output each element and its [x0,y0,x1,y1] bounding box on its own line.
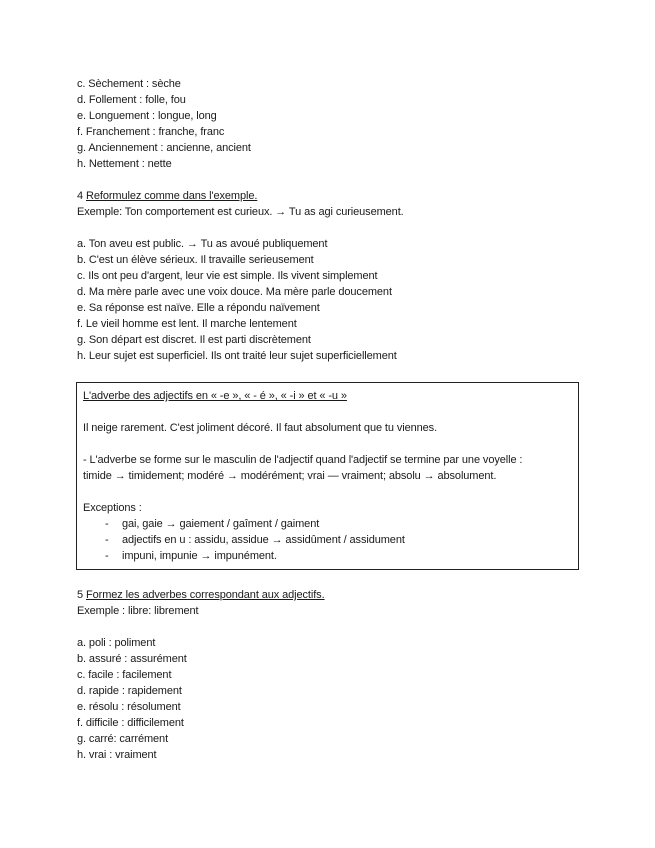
list-item: h. vrai : vraiment [77,749,157,761]
exercise-title: Reformulez comme dans l'exemple. [86,190,258,202]
exceptions-label: Exceptions : [83,502,142,514]
list-item: a. Ton aveu est public. → Tu as avoué publiquement [77,238,328,250]
list-item: c. Ils ont peu d'argent, leur vie est simple. Ils vivent simplement [77,270,378,282]
list-item: g. carré: carrément [77,733,169,745]
list-item: e. Longuement : longue, long [77,110,217,122]
answers-list [77,76,582,172]
list-item: e. résolu : résolument [77,701,181,713]
exception-text: adjectifs en u : assidu, assidue → assidûment / assidument [122,534,405,546]
rule-text: timide → timidement; modéré → modérément; vrai — vraiment; absolu → absolument. [83,470,497,482]
list-item: g. Anciennement : ancienne, ancient [77,142,251,154]
bullet-dash-icon: - [105,518,109,530]
rule-text: - L'adverbe se forme sur le masculin de l'adjectif quand l'adjectif se termine par une voyelle : [83,454,523,466]
exception-text: gai, gaie → gaiement / gaîment / gaiment [122,518,320,530]
grammar-rule-box [76,382,579,570]
bullet-dash-icon: - [105,534,109,546]
rule-examples: Il neige rarement. C'est joliment décoré. Il faut absolument que tu viennes. [83,422,438,434]
list-item: f. Le vieil homme est lent. Il marche lentement [77,318,297,330]
list-item: h. Nettement : nette [77,158,172,170]
list-item: b. C'est un élève sérieux. Il travaille serieusement [77,254,314,266]
list-item: b. assuré : assurément [77,653,187,665]
exception-item [83,516,573,532]
spacer [77,619,582,635]
list-item: f. difficile : difficilement [77,717,184,729]
exception-item [83,532,573,548]
spacer [83,436,573,452]
list-item: h. Leur sujet est superficiel. Ils ont traité leur sujet superficiellement [77,350,397,362]
exercise-title: Formez les adverbes correspondant aux adjectifs. [86,589,325,601]
list-item: c. Sèchement : sèche [77,78,181,90]
exercise-4 [77,188,582,364]
exercise-example: Exemple : libre: librement [77,605,199,617]
spacer [83,404,573,420]
list-item: d. Ma mère parle avec une voix douce. Ma mère parle doucement [77,286,392,298]
rule-box-title: L'adverbe des adjectifs en « -e », « - é », « -i » et « -u » [83,390,347,402]
list-item: g. Son départ est discret. Il est parti discrètement [77,334,311,346]
list-item: d. rapide : rapidement [77,685,182,697]
exercise-number: 5 [77,589,84,601]
spacer [77,220,582,236]
list-item: d. Follement : folle, fou [77,94,186,106]
exception-item [83,548,573,564]
exercise-5 [77,587,582,763]
exercise-heading [77,587,582,603]
list-item: c. facile : facilement [77,669,172,681]
bullet-dash-icon: - [105,550,109,562]
list-item: f. Franchement : franche, franc [77,126,225,138]
exercise-example: Exemple: Ton comportement est curieux. → Tu as agi curieusement. [77,206,404,218]
list-item: e. Sa réponse est naïve. Elle a répondu naïvement [77,302,320,314]
exception-text: impuni, impunie → impunément. [122,550,277,562]
exercise-number: 4 [77,190,84,202]
spacer [83,484,573,500]
list-item: a. poli : poliment [77,637,156,649]
exercise-heading [77,188,582,204]
